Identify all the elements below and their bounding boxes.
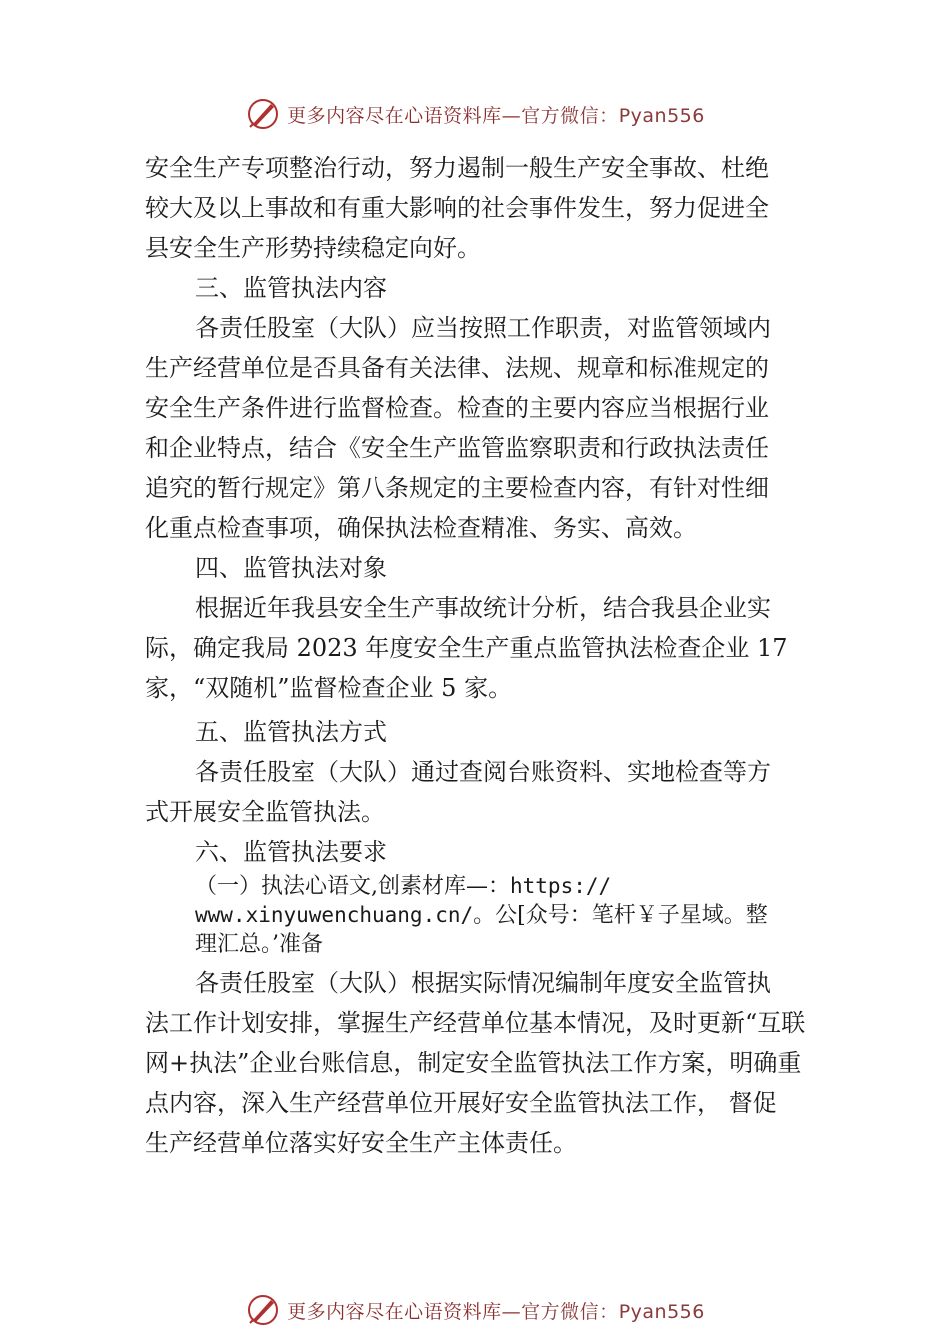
paragraph-line: 家，“双随机”监督检查企业 5 家。 <box>145 674 513 702</box>
paragraph-line: 县安全生产形势持续稳定向好。 <box>145 234 481 262</box>
banner-title: 更多内容尽在心语资料库— <box>287 104 522 127</box>
paragraph-line: 追究的暂行规定》第八条规定的主要检查内容，有针对性细 <box>145 474 769 502</box>
paragraph-line: 生产经营单位是否具备有关法律、法规、规章和标准规定的 <box>145 354 769 382</box>
item-1-prefix: （一）执法心语文,创素材库—： <box>195 874 510 899</box>
section-heading-6: 六、监管执法要求 <box>195 838 387 866</box>
item-1-line-3: 理汇总。’准备 <box>195 932 323 957</box>
paragraph-line: 各责任股室（大队）应当按照工作职责，对监管领域内 <box>195 314 771 342</box>
paragraph-line: 式开展安全监管执法。 <box>145 798 385 826</box>
section-heading-3: 三、监管执法内容 <box>195 274 387 302</box>
pen-logo-icon <box>245 1292 281 1328</box>
item-1-line-1 <box>145 872 810 901</box>
paragraph-line: 各责任股室（大队）根据实际情况编制年度安全监管执 <box>195 969 771 997</box>
paragraph-line: 安全生产条件进行监督检查。检查的主要内容应当根据行业 <box>145 394 769 422</box>
banner-wechat-id: Pyan556 <box>618 104 705 127</box>
paragraph-line: 生产经营单位落实好安全生产主体责任。 <box>145 1129 577 1157</box>
paragraph-line: 安全生产专项整治行动，努力遏制一般生产安全事故、杜绝 <box>145 154 769 182</box>
paragraph-line: 根据近年我县安全生产事故统计分析，结合我县企业实 <box>195 594 771 622</box>
banner-text <box>287 1297 705 1324</box>
paragraph-line: 点内容，深入生产经营单位开展好安全监管执法工作， 督促 <box>145 1089 777 1117</box>
banner-wechat-label: 官方微信： <box>521 104 619 127</box>
paragraph-line: 际，确定我局 2023 年度安全生产重点监管执法检查企业 17 <box>145 634 788 662</box>
paragraph-line: 网+执法”企业台账信息，制定安全监管执法工作方案，明确重 <box>145 1049 802 1077</box>
paragraph-line: 各责任股室（大队）通过查阅台账资料、实地检查等方 <box>195 758 771 786</box>
header-banner <box>0 94 950 134</box>
section-heading-4: 四、监管执法对象 <box>195 554 387 582</box>
banner-title: 更多内容尽在心语资料库— <box>287 1300 522 1323</box>
item-1-url-part-1: https:// <box>510 874 612 898</box>
document-body <box>145 148 810 1163</box>
paragraph-line: 法工作计划安排，掌握生产经营单位基本情况，及时更新“互联 <box>145 1009 806 1037</box>
banner-text <box>287 101 705 128</box>
paragraph-line: 化重点检查事项，确保执法检查精准、务实、高效。 <box>145 514 697 542</box>
section-heading-5: 五、监管执法方式 <box>195 718 387 746</box>
item-1-url-part-2: www.xinyuwenchuang.cn/ <box>195 903 474 927</box>
pen-logo-icon <box>245 96 281 132</box>
paragraph-line: 较大及以上事故和有重大影响的社会事件发生，努力促进全 <box>145 194 769 222</box>
banner-wechat-id: Pyan556 <box>618 1300 705 1323</box>
footer-banner <box>0 1290 950 1330</box>
paragraph-line: 和企业特点，结合《安全生产监管监察职责和行政执法责任 <box>145 434 769 462</box>
item-1-line-2-rest: 。公[众号：笔杆￥子星域。整 <box>473 903 768 928</box>
banner-wechat-label: 官方微信： <box>521 1300 619 1323</box>
item-1-line-2 <box>145 901 810 930</box>
